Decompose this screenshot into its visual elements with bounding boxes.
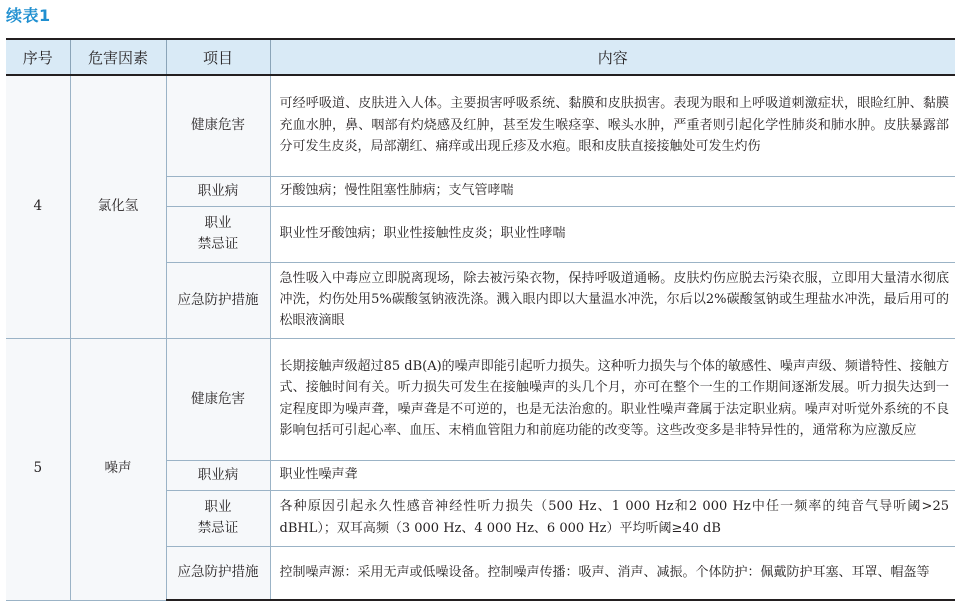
item-cell: 健康危害	[166, 338, 270, 460]
item-line-2: 禁忌证	[197, 236, 239, 252]
hazard-table	[6, 38, 955, 601]
hazard-cell: 氯化氢	[70, 75, 166, 338]
header-index: 序号	[6, 39, 70, 75]
header-hazard: 危害因素	[70, 39, 166, 75]
item-cell: 健康危害	[166, 75, 270, 176]
item-line-1: 职业	[204, 215, 232, 231]
item-cell	[166, 206, 270, 262]
index-cell: 4	[6, 75, 70, 338]
hazard-cell: 噪声	[70, 338, 166, 600]
item-line-1: 职业	[204, 499, 232, 515]
item-cell: 职业病	[166, 176, 270, 206]
item-cell	[166, 490, 270, 546]
header-content: 内容	[270, 39, 955, 75]
content-cell: 职业性噪声聋	[270, 460, 955, 490]
table-caption: 续表1	[6, 6, 51, 25]
header-item: 项目	[166, 39, 270, 75]
content-cell: 各种原因引起永久性感音神经性听力损失（500 Hz、1 000 Hz和2 000 Hz中任一频率的纯音气导听阈>25 dBHL）；双耳高频（3 000 Hz、4 000 Hz、6 000 Hz）平均听阈≥40 dB	[270, 490, 955, 546]
index-cell: 5	[6, 338, 70, 600]
content-cell: 控制噪声源：采用无声或低噪设备。控制噪声传播：吸声、消声、减振。个体防护：佩戴防护耳塞、耳罩、帽盔等	[270, 546, 955, 600]
table-row	[6, 338, 955, 460]
item-cell: 应急防护措施	[166, 546, 270, 600]
content-cell: 可经呼吸道、皮肤进入人体。主要损害呼吸系统、黏膜和皮肤损害。表现为眼和上呼吸道刺激症状，眼睑红肿、黏膜充血水肿，鼻、咽部有灼烧感及红肿，甚至发生喉痉挛、喉头水肿，严重者则引起化学性肺炎和肺水肿。皮肤暴露部分可发生皮炎，局部潮红、痛痒或出现丘疹及水疱。眼和皮肤直接接触处可发生灼伤	[270, 75, 955, 176]
content-cell: 牙酸蚀病；慢性阻塞性肺病；支气管哮喘	[270, 176, 955, 206]
content-cell: 长期接触声级超过85 dB(A)的噪声即能引起听力损失。这种听力损失与个体的敏感性、噪声声级、频谱特性、接触方式、接触时间有关。听力损失可发生在接触噪声的头几个月，亦可在整个一生的工作期间逐渐发展。听力损失达到一定程度即为噪声聋，噪声聋是不可逆的，也是无法治愈的。职业性噪声聋属于法定职业病。噪声对听觉外系统的不良影响包括可引起心率、血压、末梢血管阻力和前庭功能的改变等。这些改变多是非特异性的，通常称为应激反应	[270, 338, 955, 460]
header-row	[6, 39, 955, 75]
table-row	[6, 75, 955, 176]
item-cell: 职业病	[166, 460, 270, 490]
content-cell: 职业性牙酸蚀病；职业性接触性皮炎；职业性哮喘	[270, 206, 955, 262]
content-cell: 急性吸入中毒应立即脱离现场，除去被污染衣物，保持呼吸道通畅。皮肤灼伤应脱去污染衣服，立即用大量清水彻底冲洗，灼伤处用5%碳酸氢钠液洗涤。溅入眼内即以大量温水冲洗，尔后以2%碳酸氢钠或生理盐水冲洗，最后用可的松眼液滴眼	[270, 262, 955, 338]
item-cell: 应急防护措施	[166, 262, 270, 338]
item-line-2: 禁忌证	[197, 520, 239, 536]
